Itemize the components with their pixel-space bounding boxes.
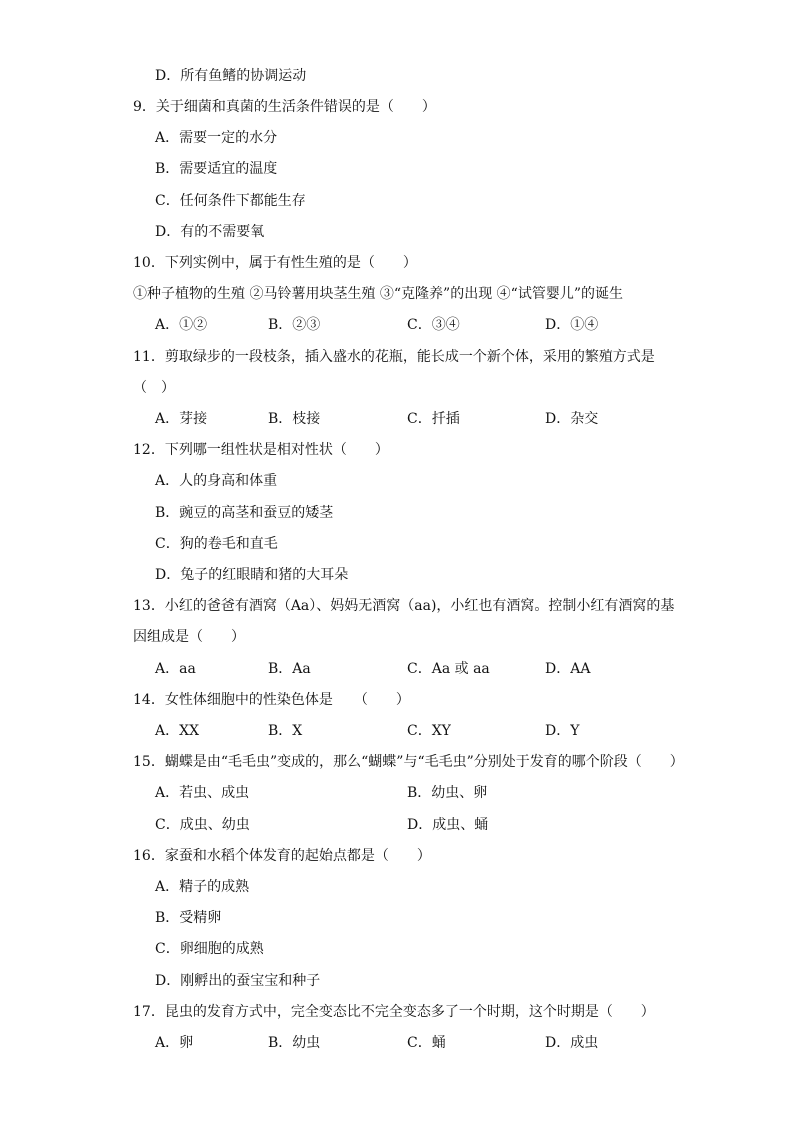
q13-stem: 13．小红的爸爸有酒窝（Aa）、妈妈无酒窝（aa)，小红也有酒窝。控制小红有酒窝的基 xyxy=(133,598,675,614)
q12-stem: 12．下列哪一组性状是相对性状（ ） xyxy=(133,442,389,458)
q17-options xyxy=(155,1034,675,1052)
q12-option-d: D．兔子的红眼睛和猪的大耳朵 xyxy=(155,567,349,583)
q13-option-a: A．aa xyxy=(155,661,196,677)
q12-option-b: B．豌豆的高茎和蚕豆的矮茎 xyxy=(155,505,334,521)
q13-option-c: C．Aa 或 aa xyxy=(407,661,490,677)
q11-option-b: B．枝接 xyxy=(268,411,321,427)
q15-option-b: B．幼虫、卵 xyxy=(407,785,488,801)
q15-option-c: C．成虫、幼虫 xyxy=(155,817,250,833)
q14-option-b: B．X xyxy=(268,723,303,739)
q11-options xyxy=(155,410,675,428)
q9-option-c: C．任何条件下都能生存 xyxy=(155,193,306,209)
q14-option-a: A．XX xyxy=(155,723,200,739)
q17-option-c: C．蛹 xyxy=(407,1035,446,1051)
q10-option-b: B．②③ xyxy=(268,317,321,333)
q10-stem: 10．下列实例中，属于有性生殖的是（ ） xyxy=(133,255,417,271)
q15-stem: 15．蝴蝶是由“毛毛虫”变成的，那么“蝴蝶”与“毛毛虫”分别处于发育的哪个阶段（ ） xyxy=(133,754,684,770)
q10-option-a: A．①② xyxy=(155,317,208,333)
q15-option-a: A．若虫、成虫 xyxy=(155,785,250,801)
q10-option-d: D．①④ xyxy=(545,317,599,333)
q14-option-c: C．XY xyxy=(407,723,451,739)
q9-option-d: D．有的不需要氧 xyxy=(155,224,265,240)
q13-option-d: D．AA xyxy=(545,661,591,677)
q16-option-d: D．刚孵出的蚕宝宝和种子 xyxy=(155,973,321,989)
q12-option-c: C．狗的卷毛和直毛 xyxy=(155,536,278,552)
q16-option-b: B．受精卵 xyxy=(155,910,222,926)
q13-option-b: B．Aa xyxy=(268,661,311,677)
q10-sub-statements: ①种子植物的生殖 ②马铃薯用块茎生殖 ③“克隆养”的出现 ④“试管婴儿”的诞生 xyxy=(133,286,623,302)
q16-stem: 16．家蚕和水稻个体发育的起始点都是（ ） xyxy=(133,848,431,864)
q17-option-b: B．幼虫 xyxy=(268,1035,321,1051)
q17-option-d: D．成虫 xyxy=(545,1035,599,1051)
q15-option-d: D．成虫、蛹 xyxy=(407,817,489,833)
q11-option-a: A．芽接 xyxy=(155,411,208,427)
q14-option-d: D．Y xyxy=(545,723,580,739)
q13-stem-cont: 因组成是（ ） xyxy=(133,629,245,645)
q11-stem-cont: （ ） xyxy=(133,380,175,396)
q17-option-a: A．卵 xyxy=(155,1035,194,1051)
q17-stem: 17．昆虫的发育方式中，完全变态比不完全变态多了一个时期，这个时期是（ ） xyxy=(133,1004,655,1020)
q13-options xyxy=(155,660,675,678)
q10-option-c: C．③④ xyxy=(407,317,460,333)
q14-stem: 14．女性体细胞中的性染色体是 （ ） xyxy=(133,692,410,708)
q15-options-row2 xyxy=(155,816,675,834)
q12-option-a: A．人的身高和体重 xyxy=(155,473,278,489)
q9-option-b: B．需要适宜的温度 xyxy=(155,161,278,177)
q15-options-row1 xyxy=(155,784,675,802)
q14-options xyxy=(155,722,675,740)
q9-stem: 9．关于细菌和真菌的生活条件错误的是（ ） xyxy=(133,99,436,115)
q8-option-d: D．所有鱼鳍的协调运动 xyxy=(155,68,307,84)
q10-options xyxy=(155,316,675,334)
q11-option-c: C．扦插 xyxy=(407,411,460,427)
q11-stem: 11．剪取绿步的一段枝条，插入盛水的花瓶，能长成一个新个体，采用的繁殖方式是 xyxy=(133,349,655,365)
q11-option-d: D．杂交 xyxy=(545,411,599,427)
q16-option-a: A．精子的成熟 xyxy=(155,879,250,895)
q16-option-c: C．卵细胞的成熟 xyxy=(155,941,264,957)
q9-option-a: A．需要一定的水分 xyxy=(155,130,278,146)
